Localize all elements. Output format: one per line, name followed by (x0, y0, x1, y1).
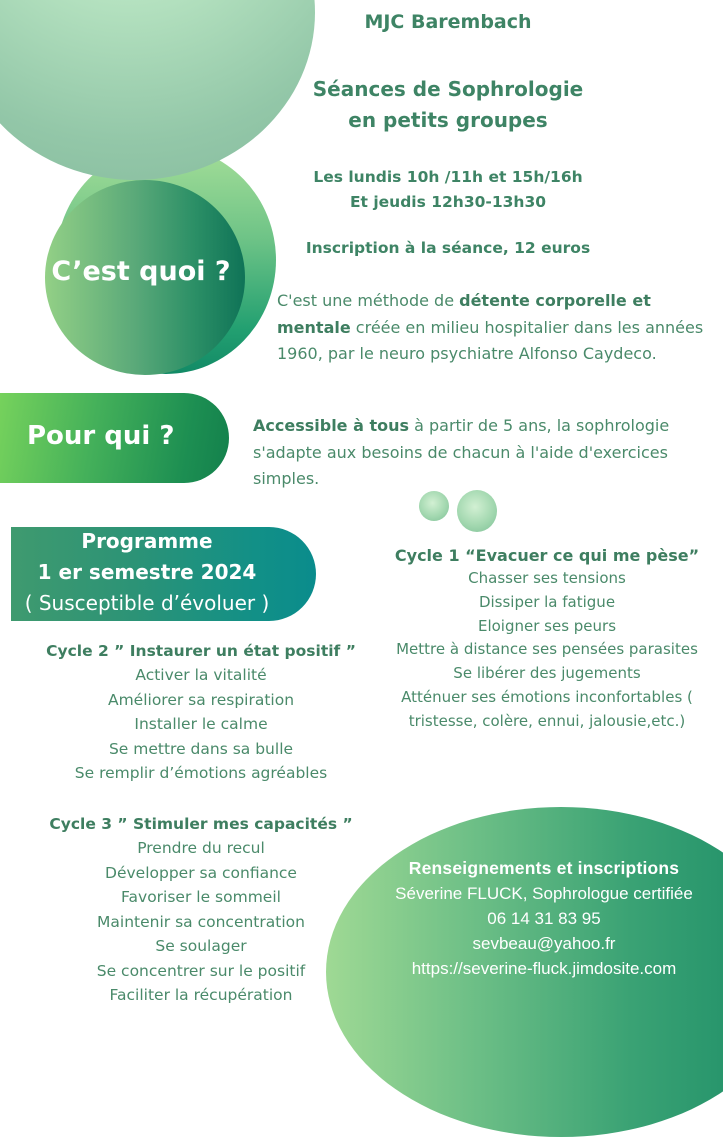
schedule-line-2: Et jeudis 12h30-13h30 (349, 193, 547, 211)
list-item: Se mettre dans sa bulle (108, 739, 294, 758)
cest-quoi-text-bold: détente corporelle et mentale (277, 291, 651, 337)
list-item: Se libérer des jugements (453, 664, 641, 683)
programme-semester: 1 er semestre 2024 (37, 560, 257, 584)
list-item: Eloigner ses peurs (477, 616, 617, 635)
programme-title: Programme (81, 529, 213, 553)
pour-qui-label: Pour qui ? (27, 421, 175, 451)
contact-website[interactable]: https://severine-fluck.jimdosite.com (411, 959, 677, 978)
contact-email[interactable]: sevbeau@yahoo.fr (472, 934, 616, 953)
list-item: tristesse, colère, ennui, jalousie,etc.) (408, 711, 686, 730)
cycle-3-title: Cycle 3 ” Stimuler mes capacités ” (49, 815, 353, 833)
contact-name: Séverine FLUCK, Sophrologue certifiée (395, 884, 693, 903)
cycle-1 (372, 545, 722, 734)
decorative-ball-medium (457, 490, 497, 532)
pour-qui-text-bold: Accessible à tous (253, 416, 410, 435)
cest-quoi-text-post: créée en milieu hospitalier dans les années 1960, par le neuro psychiatre Alfonso Caydeco. (277, 317, 704, 363)
cest-quoi-label: C’est quoi ? (51, 256, 231, 287)
cest-quoi-description (277, 288, 707, 368)
list-item: Favoriser le sommeil (121, 888, 281, 906)
pour-qui-description (253, 413, 718, 493)
contact-info (360, 856, 723, 981)
price-info: Inscription à la séance, 12 euros (305, 239, 591, 257)
page-title (290, 74, 606, 136)
title-line-2: en petits groupes (348, 108, 548, 132)
pour-qui-text-post: à partir de 5 ans, la sophrologie s'adapte aux besoins de chacun à l'aide d'exercices simples. (253, 416, 670, 488)
list-item: Atténuer ses émotions inconfortables ( (401, 687, 693, 706)
cest-quoi-badge (45, 180, 245, 375)
org-name: MJC Barembach (364, 11, 532, 33)
programme-badge (11, 527, 316, 621)
title-line-1: Séances de Sophrologie (312, 77, 584, 101)
list-item: Se concentrer sur le positif (96, 961, 306, 980)
decorative-circle-large (0, 0, 315, 180)
list-item: Se soulager (155, 937, 247, 955)
list-item: Améliorer sa respiration (107, 690, 295, 709)
cycle-2-title: Cycle 2 ” Instaurer un état positif ” (46, 642, 356, 660)
list-item: Installer le calme (134, 715, 268, 733)
contact-phone[interactable]: 06 14 31 83 95 (487, 909, 601, 928)
list-item: Développer sa confiance (105, 863, 297, 882)
cycle-2 (20, 639, 382, 786)
decorative-ball-small (419, 491, 449, 521)
list-item: Mettre à distance ses pensées parasites (396, 640, 698, 659)
list-item: Activer la vitalité (135, 666, 267, 684)
list-item: Prendre du recul (137, 839, 265, 857)
schedule-line-1: Les lundis 10h /11h et 15h/16h (313, 168, 583, 186)
cycle-1-title: Cycle 1 “Evacuer ce qui me pèse” (394, 546, 700, 565)
pour-qui-badge (0, 393, 229, 483)
schedule (290, 165, 606, 215)
cest-quoi-text-pre: C'est une méthode de (277, 291, 460, 310)
list-item: Dissiper la fatigue (478, 592, 616, 611)
list-item: Se remplir d’émotions agréables (74, 764, 328, 782)
list-item: Maintenir sa concentration (97, 912, 305, 931)
list-item: Faciliter la récupération (109, 986, 293, 1004)
contact-title: Renseignements et inscriptions (408, 858, 680, 878)
programme-note: ( Susceptible d’évoluer ) (24, 591, 270, 615)
list-item: Chasser ses tensions (468, 569, 626, 587)
